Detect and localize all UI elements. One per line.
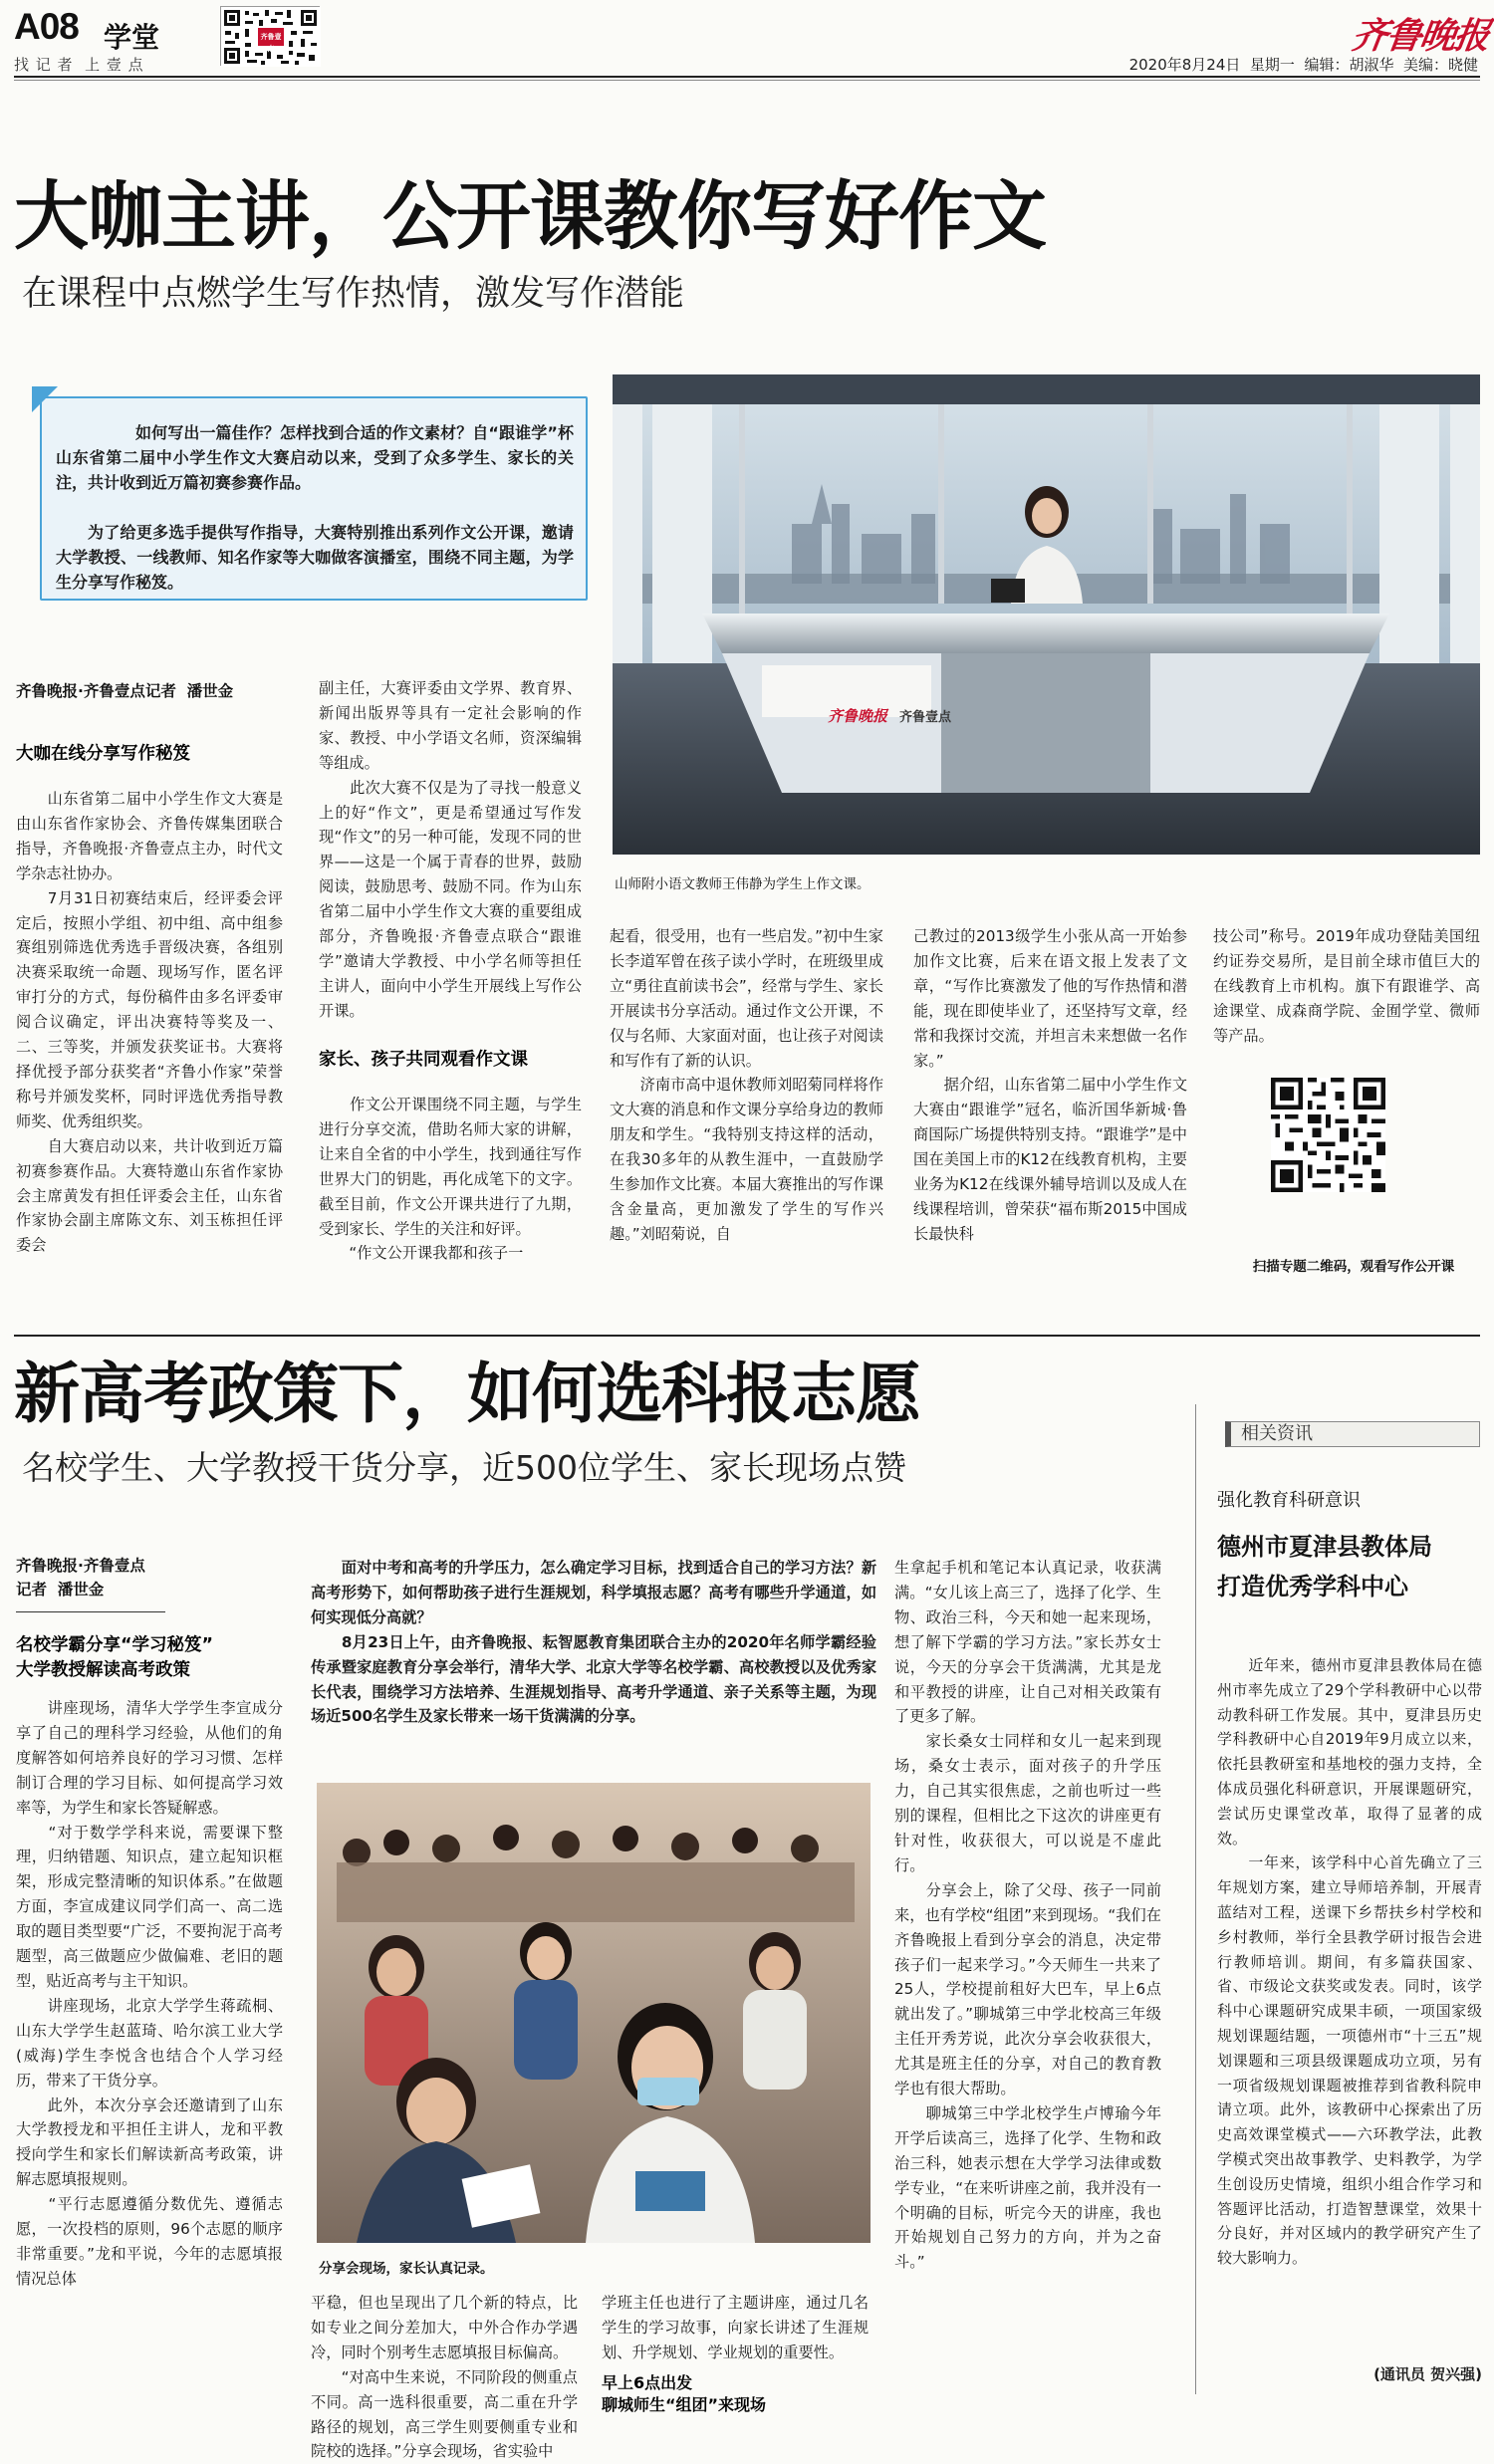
date-editor-line: 2020年8月24日 星期一 编辑：胡淑华 美编：晓健 — [1128, 56, 1478, 74]
story1-qr-code[interactable] — [1271, 1078, 1385, 1192]
qr-code-icon — [1271, 1078, 1385, 1192]
story1-subtitle-2: 家长、孩子共同观看作文课 — [319, 1050, 528, 1070]
story1-col-2: 副主任，大赛评委由文学界、教育界、新闻出版界等具有一定社会影响的作家、教授、中小学语文名师，资深编辑等组成。 此次大赛不仅是为了寻找一般意义上的好“作文”，更是希望通过写作发现“作文”的另一种可能，发现不同的世界——这是一个属于青春的世界，鼓励阅读，鼓励思考、鼓励不同。作为山东省第二届中小学生作文大赛的重要组成部分，齐鲁晚报·齐鲁壹点联合“跟谁学”邀请大学教授、中小学名师等担任主讲人，面向中小学生开展线上写作公开课。 — [319, 679, 582, 1020]
sidebar-kicker: 强化教育科研意识 — [1217, 1490, 1361, 1511]
story1-intro-paragraph-2: 为了给更多选手提供写作指导，大赛特别推出系列作文公开课，邀请大学教授、一线教师、知名作家等大咖做客演播室，围绕不同主题，为学生分享写作秘笈。 — [56, 523, 574, 592]
masthead-qr-code[interactable] — [220, 6, 320, 66]
desk-brand-qilu-wanbao: 齐鲁晚报 — [828, 707, 888, 725]
story2-subtitle-1: 名校学霸分享“学习秘笈” 大学教授解读高考政策 — [16, 1635, 214, 1680]
masthead-qr-label: 齐鲁壹点 — [260, 33, 282, 53]
story2-subtitle-2: 早上6点出发 聊城师生“组团”来现场 — [602, 2373, 767, 2414]
story-separator — [14, 1335, 1480, 1337]
story1-subhead: 在课程中点燃学生写作热情，激发写作潜能 — [22, 274, 685, 314]
story2-classroom-photo — [317, 1783, 871, 2243]
desk-brand-qilu-yidian: 齐鲁壹点 — [899, 710, 952, 725]
story1-col-4: 己教过的2013级学生小张从高一开始参加作文比赛，后来在语文报上发表了文章，“写作比赛激发了他的写作热情和潜能，现在即使毕业了，还坚持写文章，经常和我探讨交流，并坦言未来想做一名作家。” 据介绍，山东省第二届中小学生作文大赛由“跟谁学”冠名，临沂国华新城·鲁商国际广场提供特别支持。“跟谁学”是中国在美国上市的K12在线教育机构，主要业务为K12在线课外辅导培训以及成人在线课程培训，曾荣获“福布斯2015中国成长最快科 — [913, 927, 1187, 1243]
story1-col-1: 山东省第二届中小学生作文大赛是由山东省作家协会、齐鲁传媒集团联合指导，齐鲁晚报·齐鲁壹点主办，时代文学杂志社协办。 7月31日初赛结束后，经评委会评定后，按照小学组、初中组、高中组参赛组别筛选优秀选手晋级决赛，各组别决赛采取统一命题、现场写作，匿名评审打分的方式，每份稿件由多名评委审阅合议确定，评出决赛特等奖及一、二、三等奖，并颁发获奖证书。大赛将择优授予部分获奖者“齐鲁小作家”荣誉称号并颁发奖杯，同时评选优秀指导教师奖、优秀组织奖。 自大赛启动以来，共计收到近万篇初赛参赛作品。大赛特邀山东省作家协会主席黄发有担任评委会主任，山东省作家协会副主席陈文东、刘玉栋担任评委会 — [16, 790, 283, 1255]
sidebar-tag: 相关资讯 — [1241, 1423, 1313, 1444]
story1-headline: 大咖主讲，公开课教你写好作文 — [14, 172, 1047, 260]
sidebar-title: 德州市夏津县教体局 打造优秀学科中心 — [1217, 1533, 1432, 1601]
story2-col-3: 学班主任也进行了主题讲座，通过几名学生的学习故事，向家长讲述了生涯规划、升学规划、学业规划的重要性。 — [602, 2294, 869, 2361]
sidebar-divider — [1195, 1404, 1196, 2394]
story1-col-5: 技公司”称号。2019年成功登陆美国纽约证券交易所，是目前全球市值巨大的在线教育上市机构。旗下有跟谁学、高途课堂、成森商学院、金囿学堂、微师等产品。 — [1213, 927, 1480, 1045]
section-name: 学堂 — [104, 21, 160, 54]
story2-col-1: 讲座现场，清华大学学生李宣成分享了自己的理科学习经验，从他们的角度解答如何培养良好的学习习惯、怎样制订合理的学习目标、如何提高学习效率等，为学生和家长答疑解惑。 “对于数学学科来说，需要课下整理，归纳错题、知识点，建立起知识框架，形成完整清晰的知识体系。”在做题方面，李宣成建议同学们高一、高二选取的题目类型要“广泛，不要拘泥于高考题型，高三做题应少做偏难、老旧的题型，贴近高考与主干知识。 讲座现场，北京大学学生蒋疏桐、山东大学学生赵蓝琦、哈尔滨工业大学(威海)学生李悦含也结合个人学习经历，带来了干货分享。 此外，本次分享会还邀请到了山东大学教授龙和平担任主讲人，龙和平教授向学生和家长们解读新高考政策，讲解志愿填报规则。 “平行志愿遵循分数优先、遵循志愿，一次投档的原则，96个志愿的顺序非常重要。”龙和平说，今年的志愿填报情况总体 — [16, 1699, 283, 2288]
sidebar-body: 近年来，德州市夏津县教体局在德州市率先成立了29个学科教研中心以带动教科研工作发展。其中，夏津县历史学科教研中心自2019年9月成立以来，依托县教研室和基地校的强力支持，全体成员强化科研意识，开展课题研究，尝试历史课堂改革，取得了显著的成效。 一年来，该学科中心首先确立了三年规划方案，建立导师培养制，开展青蓝结对工程，送课下乡帮扶乡村学校和乡村教师，举行全县教学研讨报告会进行教师培训。期间，有多篇获国家、省、市级论文获奖或发表。同时，该学科中心课题研究成果丰硕，一项国家级规划课题结题，一项德州市“十三五”规划课题和三项县级课题成功立项，另有一项省级规划课题被推荐到省教科院申请立项。此外，该教研中心探索出了历史高效课堂模式——六环教学法，此教学模式突出故事教学、史料教学，为学生创设历史情境，组织小组合作学习和答题评比活动，打造智慧课堂，效果十分良好，并对区域内的教学研究产生了较大影响力。 — [1217, 1656, 1482, 2268]
story2-byline: 齐鲁晚报·齐鲁壹点 记者 潘世金 — [16, 1557, 145, 1599]
story1-studio-photo — [613, 374, 1480, 855]
story1-photo-caption: 山师附小语文教师王伟静为学生上作文课。 — [615, 876, 871, 892]
story1-qr-caption: 扫描专题二维码，观看写作公开课 — [1252, 1259, 1455, 1275]
story1-byline: 齐鲁晚报·齐鲁壹点记者 潘世金 — [16, 682, 234, 700]
story2-headline: 新高考政策下，如何选科报志愿 — [14, 1355, 920, 1432]
masthead-rule-thin — [14, 80, 1480, 81]
story1-subtitle-1: 大咖在线分享写作秘笈 — [16, 744, 190, 764]
story2-subhead: 名校学生、大学教授干货分享，近500位学生、家长现场点赞 — [22, 1448, 906, 1487]
brand-logo: 齐鲁晚报 — [1349, 15, 1491, 57]
masthead-slogan: 找 记 者 上 壹 点 — [14, 56, 144, 74]
story2-photo-caption: 分享会现场，家长认真记录。 — [319, 2261, 494, 2277]
masthead-rule — [14, 76, 1480, 78]
story1-col-3: 起看，很受用，也有一些启发。”初中生家长李道军曾在孩子读小学时，在班级里成立“勇往直前读书会”，经常与学生、家长开展读书分享活动。通过作文公开课，不仅与名师、大家面对面，也让孩子对阅读和写作有了新的认识。 济南市高中退休教师刘昭菊同样将作文大赛的消息和作文课分享给身边的教师朋友和学生。“我特别支持这样的活动，在我30多年的从教生涯中，一直鼓励学生参加作文比赛。本届大赛推出的写作课含金量高，更加激发了学生的写作兴趣。”刘昭菊说，自 — [610, 927, 883, 1243]
callout-corner-decoration — [32, 386, 58, 412]
story1-intro-callout — [40, 396, 588, 601]
story2-col-4: 生拿起手机和笔记本认真记录，收获满满。“女儿该上高三了，选择了化学、生物、政治三科，今天和她一起来现场，想了解下学霸的学习方法。”家长苏女士说，今天的分享会干货满满，尤其是龙和平教授的讲座，让自己对相关政策有了更多了解。 家长桑女士同样和女儿一起来到现场，桑女士表示，面对孩子的升学压力，自己其实很焦虑，之前也听过一些别的课程，但相比之下这次的讲座更有针对性，收获很大，可以说是不虚此行。 分享会上，除了父母、孩子一同前来，也有学校“组团”来到现场。“我们在齐鲁晚报上看到分享会的消息，决定带孩子们一起来学习。”今天师生一共来了25人，学校提前租好大巴车，早上6点就出发了。”聊城第三中学北校高三年级主任开秀芳说，此次分享会收获很大，尤其是班主任的分享，对自己的教育教学也有很大帮助。 聊城第三中学北校学生卢博瑜今年开学后读高三，选择了化学、生物和政治三科，她表示想在大学学习法律或数学专业，“在来听讲座之前，我并没有一个明确的目标，听完今天的讲座，我也开始规划自己努力的方向，并为之奋斗。” — [894, 1559, 1161, 2272]
story2-byline-rule — [16, 1611, 165, 1612]
story2-col-2: 平稳，但也呈现出了几个新的特点，比如专业之间分差加大，中外合作办学遇冷，同时个别考生志愿填报目标偏高。 “对高中生来说，不同阶段的侧重点不同。高一选科很重要，高二重在升学路径的规划，高三学生则要侧重专业和院校的选择。”分享会现场，省实验中 — [311, 2294, 578, 2461]
story2-intro: 面对中考和高考的升学压力，怎么确定学习目标，找到适合自己的学习方法？新高考形势下，如何帮助孩子进行生涯规划，科学填报志愿？高考有哪些升学通道，如何实现低分高就？ 8月23日上午，由齐鲁晚报、耘智愿教育集团联合主办的2020年名师学霸经验传承暨家庭教育分享会举行，清华大学、北京大学等名校学霸、高校教授以及优秀家长代表，围绕学习方法培养、生涯规划指导、高考升学通道、亲子关系等主题，为现场近500名学生及家长带来一场干货满满的分享。 — [311, 1559, 876, 1726]
sidebar-credit: (通讯员 贺兴强) — [1373, 2365, 1482, 2383]
story1-col-2b: 作文公开课围绕不同主题，与学生进行分享交流，借助名师大家的讲解，让来自全省的中小学生，找到通往写作世界大门的钥匙，再化成笔下的文字。截至目前，作文公开课共进行了九期，受到家长、学生的关注和好评。 “作文公开课我都和孩子一 — [319, 1096, 582, 1263]
story1-intro-paragraph-1: 如何写出一篇佳作？怎样找到合适的作文素材？自“跟谁学”杯山东省第二届中小学生作文大赛启动以来，受到了众多学生、家长的关注，共计收到近万篇初赛参赛作品。 — [56, 423, 574, 492]
page-number: A08 — [14, 6, 79, 47]
